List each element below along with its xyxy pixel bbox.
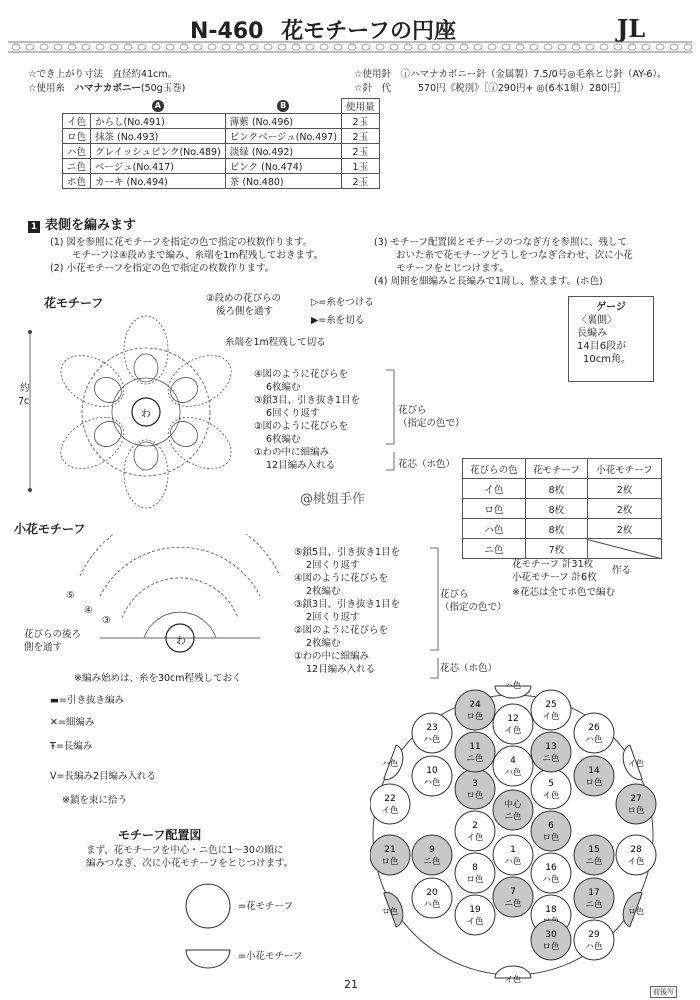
layout-circle-1 xyxy=(493,835,533,875)
circle-color: ハ色 xyxy=(585,942,603,952)
circle-number: 6 xyxy=(548,821,554,831)
circle-number: 23 xyxy=(426,723,438,733)
motif-totals: 花モチーフ 計31枚 小花モチーフ 計6枚 xyxy=(512,559,597,583)
circle-number: 4 xyxy=(510,756,516,766)
circle-number: 25 xyxy=(545,700,557,710)
circle-color: イ色 xyxy=(627,857,645,867)
center-label: 中心 xyxy=(504,800,522,810)
circle-color: イ色 xyxy=(542,791,560,801)
dc-increase-icon: V xyxy=(50,771,57,782)
layout-small-3 xyxy=(619,889,644,927)
circle-number: 20 xyxy=(426,888,438,898)
circle-number: 5 xyxy=(548,779,554,789)
circle-number: 30 xyxy=(545,930,557,940)
small-color: イ色 xyxy=(505,975,521,984)
small-flower-steps: ⑤鎖5目、引き抜き1目を 2回くり返す ④図のように花びらを 2枚編む ③鎖3目、引き抜き1目を 2回くり返す ②図のように花びらを 2枚編む ①わの中に細編み 12目編み入れる xyxy=(294,547,401,675)
layout-small-6 xyxy=(382,745,407,783)
small-flower-chart xyxy=(60,534,300,674)
gauge-box: ゲージ 〈裏側〉 長編み 14目6段が 10cm角。 xyxy=(568,296,654,382)
layout-circle-10 xyxy=(412,756,452,796)
small-color: イ色 xyxy=(628,759,644,768)
small-key-label: =小花モチーフ xyxy=(238,951,303,962)
layout-circle-13 xyxy=(531,732,571,772)
double-crochet-icon: Ŧ xyxy=(50,741,56,752)
motif-layout-diagram xyxy=(370,678,686,992)
table-row: ホ色 カーキ (No.494) 茶 (No.480) 2玉 xyxy=(63,174,380,189)
round-5-marker: ⑤ xyxy=(66,590,75,601)
flower-key-label: =花モチーフ xyxy=(238,901,293,912)
circle-color: ロ色 xyxy=(585,778,603,788)
yarn-table xyxy=(62,98,380,189)
layout-circle-15 xyxy=(574,835,614,875)
table-row: ニ色 ベージュ(No.417) ピンク (No.474) 1玉 xyxy=(63,159,380,174)
small-petal-label: 花びら （指定の色で） xyxy=(440,589,507,613)
layout-circle-17 xyxy=(574,878,614,918)
circle-number: 2 xyxy=(472,821,478,831)
layout-circle-6 xyxy=(531,811,571,851)
circle-number: 21 xyxy=(384,845,396,855)
small-color: ロ色 xyxy=(382,907,398,916)
circle-number: 28 xyxy=(630,845,642,855)
circle-number: 27 xyxy=(630,794,642,804)
pattern-title: 花モチーフの円座 xyxy=(281,19,457,44)
small-color: ハ色 xyxy=(505,681,521,690)
circle-color: イ色 xyxy=(504,726,522,736)
circle-color: ハ色 xyxy=(504,857,522,867)
layout-circle-12 xyxy=(493,704,533,744)
circle-number: 13 xyxy=(545,742,557,752)
circle-number: 16 xyxy=(545,863,557,873)
circle-color: ロ色 xyxy=(466,791,484,801)
circle-number: 22 xyxy=(384,794,396,804)
pattern-code: N-460 xyxy=(190,19,264,44)
circle-color: ニ色 xyxy=(466,754,484,764)
circle-color: ハ色 xyxy=(423,735,441,745)
layout-circle-4 xyxy=(493,746,533,786)
circle-color: イ色 xyxy=(381,806,399,816)
small-flower-title: 小花モチーフ xyxy=(14,522,86,536)
circle-color: ハ色 xyxy=(542,875,560,885)
small-core-label: 花芯（ホ色） xyxy=(440,663,498,674)
circle-number: 15 xyxy=(588,845,600,855)
legend-cut: ▶=糸を切る xyxy=(311,315,365,326)
layout-small-4 xyxy=(495,966,531,984)
layout-circle-2 xyxy=(455,811,495,851)
layout-circle-20 xyxy=(412,878,452,918)
circle-color: イ色 xyxy=(466,833,484,843)
layout-small-2 xyxy=(619,745,644,783)
layout-circle-22 xyxy=(370,784,410,824)
circle-color: ロ色 xyxy=(466,875,484,885)
layout-circle-27 xyxy=(616,784,656,824)
circle-number: 7 xyxy=(510,887,516,897)
page-number: 21 xyxy=(344,978,358,991)
circle-color: ニ色 xyxy=(542,754,560,764)
table-row: ハ色 8枚 2枚 xyxy=(463,519,662,539)
layout-circle-14 xyxy=(574,756,614,796)
circle-number: 10 xyxy=(426,766,438,776)
core-label: 花芯（ホ色） xyxy=(398,459,456,470)
circle-color: ハ色 xyxy=(504,768,522,778)
circle-number: 24 xyxy=(469,700,481,710)
diameter-value: 7c xyxy=(18,396,30,407)
circle-color: ロ色 xyxy=(381,857,399,867)
layout-circle-28 xyxy=(616,835,656,875)
layout-circle-26 xyxy=(574,713,614,753)
circle-color: ハ色 xyxy=(423,900,441,910)
instructions-left: (1) 図を参照に花モチーフを指定の色で指定の枚数作ります。 モチーフは④段めまで編み、糸端を1m程残しておきます。 (2) 小花モチーフを指定の色で指定の枚数作ります。 xyxy=(50,237,324,274)
layout-small-5 xyxy=(382,889,407,927)
circle-number: 17 xyxy=(588,888,600,898)
round-4-marker: ④ xyxy=(84,605,93,616)
leave-thread-note: 糸端を1m程残して切る xyxy=(225,337,326,348)
circle-color: ハ色 xyxy=(423,778,441,788)
flower-ring-label: わ xyxy=(141,409,151,420)
legend-dc: Ŧ=長編み xyxy=(50,741,93,752)
flower-motif-title: 花モチーフ xyxy=(44,296,104,310)
table-row: ニ色 7枚 xyxy=(463,539,662,559)
circle-number: 11 xyxy=(469,742,481,752)
center-color: ニ色 xyxy=(504,812,522,822)
core-note: ※花芯は全てホ色で編む xyxy=(512,587,615,598)
price-label: ☆針 代 xyxy=(354,83,392,94)
circle-color: ニ色 xyxy=(423,857,441,867)
circle-color: ロ色 xyxy=(542,833,560,843)
layout-circle-5 xyxy=(531,769,571,809)
small-color: ロ色 xyxy=(628,907,644,916)
round-3-marker: ③ xyxy=(102,615,111,626)
small-color: ハ色 xyxy=(382,759,398,768)
size-spec: ☆でき上がり寸法 直径約41cm。 xyxy=(28,69,178,80)
circle-color: ニ色 xyxy=(585,857,603,867)
layout-circle-9 xyxy=(412,835,452,875)
circle-color: イ色 xyxy=(542,712,560,722)
legend-bundle: ※鎖を束に拾う xyxy=(62,795,127,806)
table-row: ハ色 グレイッシュピンク(No.489) 淡緑 (No.492) 2玉 xyxy=(63,144,380,159)
legend-slip: ▬=引き抜き編み xyxy=(50,695,124,706)
yarn-table-header: A B 使用量 xyxy=(63,99,380,114)
layout-circle-8 xyxy=(455,853,495,893)
legend-attach: ▷=糸をつける xyxy=(311,297,374,308)
circle-color: ロ色 xyxy=(627,806,645,816)
table-row: ロ色 8枚 2枚 xyxy=(463,499,662,519)
start-note: ※編み始めは、糸を30cm程残しておく xyxy=(74,673,242,684)
layout-circle-30 xyxy=(531,920,571,960)
instructions-right: (3) モチーフ配置図とモチーフのつなぎ方を参照に、残して おいた糸で花モチーフどうしをつなぎ合わせ、次に小花 モチーフをとじつけます。 (4) 周囲を細編みと長編みで1周し、整えます。(ホ色) xyxy=(374,237,633,287)
circle-number: 18 xyxy=(545,905,557,915)
layout-circle-7 xyxy=(493,877,533,917)
legend-dc2: V=長編み2目編み入れる xyxy=(50,771,157,782)
layout-desc: まず、花モチーフを中心・ニ色に1〜30の順に 編みつなぎ、次に小花モチーフをとじつけます。 xyxy=(86,845,294,869)
circle-color: ロ色 xyxy=(542,942,560,952)
layout-circle-29 xyxy=(574,920,614,960)
footer-tag: 前後写 xyxy=(650,986,677,998)
price-value: 570円《税別》［ⓘ290円+ ◎(6本1組）280円］ xyxy=(418,83,627,94)
flower-steps: ④図のように花びらを 6枚編む ③鎖3目、引き抜き1目を 6回くり返す ②図のように花びらを 6枚編む ①わの中に細編み 12目編み入れる xyxy=(254,369,361,471)
single-crochet-icon: ✕ xyxy=(50,717,58,728)
diameter-label: 約 xyxy=(20,383,30,394)
circle-color: ニ色 xyxy=(585,900,603,910)
circle-number: 9 xyxy=(429,845,435,855)
watermark: @桃姐手作 xyxy=(300,492,366,507)
small-ring-label: わ xyxy=(176,636,186,647)
layout-title: モチーフ配置図 xyxy=(118,828,202,842)
layout-circle-center xyxy=(493,790,533,830)
circle-number: 1 xyxy=(510,845,516,855)
circle-color: ハ色 xyxy=(585,735,603,745)
circle-number: 26 xyxy=(588,723,600,733)
table-row: イ色 8枚 2枚 xyxy=(463,479,662,499)
layout-circle-24 xyxy=(455,690,495,730)
layout-circle-21 xyxy=(370,835,410,875)
circle-color: ロ色 xyxy=(466,712,484,722)
circle-number: 3 xyxy=(472,779,478,789)
circle-color: イ色 xyxy=(466,917,484,927)
flower-note: ②段めの花びらの 後ろ側を通す xyxy=(206,293,282,317)
layout-key-shapes xyxy=(182,882,238,972)
table-header: 花びらの色 花モチーフ 小花モチーフ xyxy=(463,459,662,479)
section-heading: 1 表側を編みます xyxy=(28,214,136,233)
circle-number: 29 xyxy=(588,930,600,940)
layout-circle-19 xyxy=(455,895,495,935)
layout-circle-11 xyxy=(455,732,495,772)
yarn-spec: ☆使用糸 ハマナカボニー(50g玉巻) xyxy=(28,83,186,94)
circle-number: 14 xyxy=(588,766,600,776)
decorative-border xyxy=(8,40,692,54)
circle-color: ニ色 xyxy=(504,899,522,909)
layout-circle-25 xyxy=(531,690,571,730)
legend-sc: ✕=細編み xyxy=(50,717,95,728)
slip-stitch-icon: ▬ xyxy=(50,695,59,706)
small-back-note: 花びらの後ろ 側を通す xyxy=(24,629,82,653)
motif-count-table xyxy=(462,458,662,559)
layout-circle-16 xyxy=(531,853,571,893)
table-row: イ色 からし(No.491) 薄紫 (No.496) 2玉 xyxy=(63,114,380,129)
layout-circle-23 xyxy=(412,713,452,753)
petal-label: 花びら （指定の色で） xyxy=(398,405,465,429)
circle-number: 19 xyxy=(469,905,481,915)
table-row: ロ色 抹茶 (No.493) ピンクベージュ(No.497) 2玉 xyxy=(63,129,380,144)
layout-circle-3 xyxy=(455,769,495,809)
brand-logo: JL xyxy=(617,14,646,43)
circle-number: 8 xyxy=(472,863,478,873)
circle-number: 12 xyxy=(507,714,519,724)
make-label: 作る xyxy=(612,565,632,576)
needle-spec: ☆使用針 ⓘハマナカボニー針（金属製）7.5/0号◎毛糸とじ針（AY-6）。 xyxy=(354,69,667,80)
